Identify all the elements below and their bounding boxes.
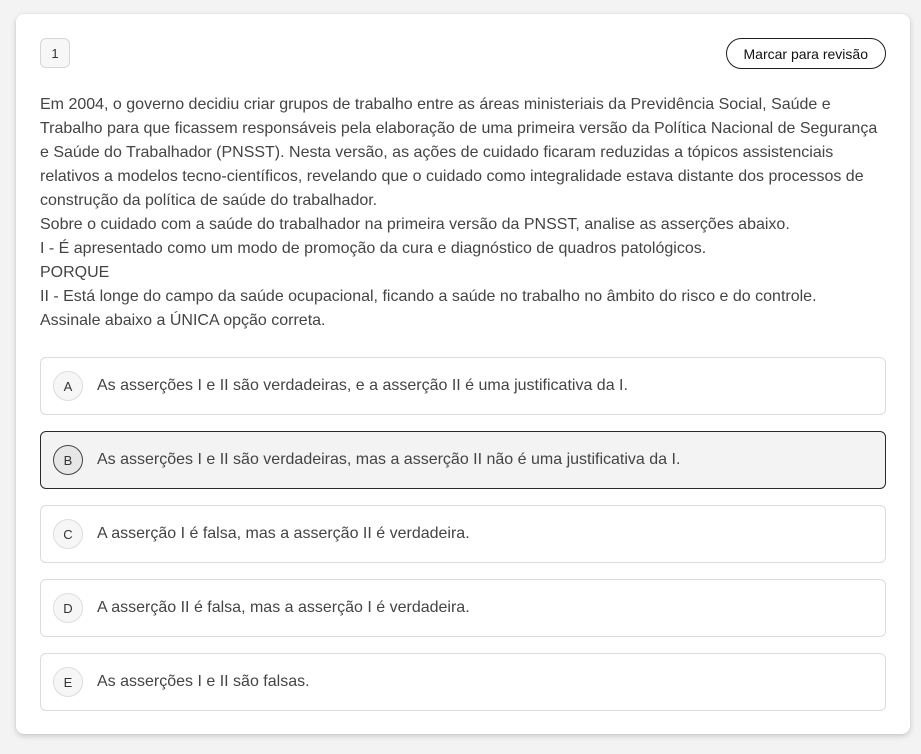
answer-option-d[interactable] <box>40 579 886 637</box>
statement-paragraph: PORQUE <box>40 264 110 281</box>
statement-paragraph: Assinale abaixo a ÚNICA opção correta. <box>40 312 326 329</box>
statement-paragraph: Em 2004, o governo decidiu criar grupos de trabalho entre as áreas ministeriais da Previdência Social, Saúde e Trabalho para que ficassem responsáveis pela elaboração de uma primeira versão da Política Nacional de Segurança e Saúde do Trabalhador (PNSST). Nesta versão, as ações de cuidado ficaram reduzidas a tópicos assistenciais relativos a modelos tecno-científicos, revelando que o cuidado como integralidade estava distante dos processos de construção da política de saúde do trabalhador. <box>40 96 878 209</box>
option-text: A asserção II é falsa, mas a asserção I é verdadeira. <box>97 599 470 616</box>
answer-option-a[interactable] <box>40 357 886 415</box>
answer-option-b[interactable] <box>40 431 886 489</box>
mark-for-review-button[interactable]: Marcar para revisão <box>726 38 887 69</box>
statement-paragraph: I - É apresentado como um modo de promoção da cura e diagnóstico de quadros patológicos. <box>40 240 707 257</box>
question-card <box>16 14 910 734</box>
option-text: As asserções I e II são verdadeiras, e a asserção II é uma justificativa da I. <box>97 377 628 394</box>
option-letter-badge: C <box>53 519 83 549</box>
statement-paragraph: Sobre o cuidado com a saúde do trabalhador na primeira versão da PNSST, analise as asserções abaixo. <box>40 216 790 233</box>
option-text: As asserções I e II são falsas. <box>97 673 310 690</box>
option-letter-badge: A <box>53 371 83 401</box>
answer-options <box>40 357 886 727</box>
option-text: As asserções I e II são verdadeiras, mas a asserção II não é uma justificativa da I. <box>97 451 681 468</box>
statement-paragraph: II - Está longe do campo da saúde ocupacional, ficando a saúde no trabalho no âmbito do risco e do controle. <box>40 288 817 305</box>
answer-option-c[interactable] <box>40 505 886 563</box>
option-letter-badge: D <box>53 593 83 623</box>
option-letter-badge: E <box>53 667 83 697</box>
question-number-badge: 1 <box>40 38 70 68</box>
option-letter-badge: B <box>53 445 83 475</box>
answer-option-e[interactable] <box>40 653 886 711</box>
question-statement <box>40 93 890 333</box>
option-text: A asserção I é falsa, mas a asserção II é verdadeira. <box>97 525 470 542</box>
